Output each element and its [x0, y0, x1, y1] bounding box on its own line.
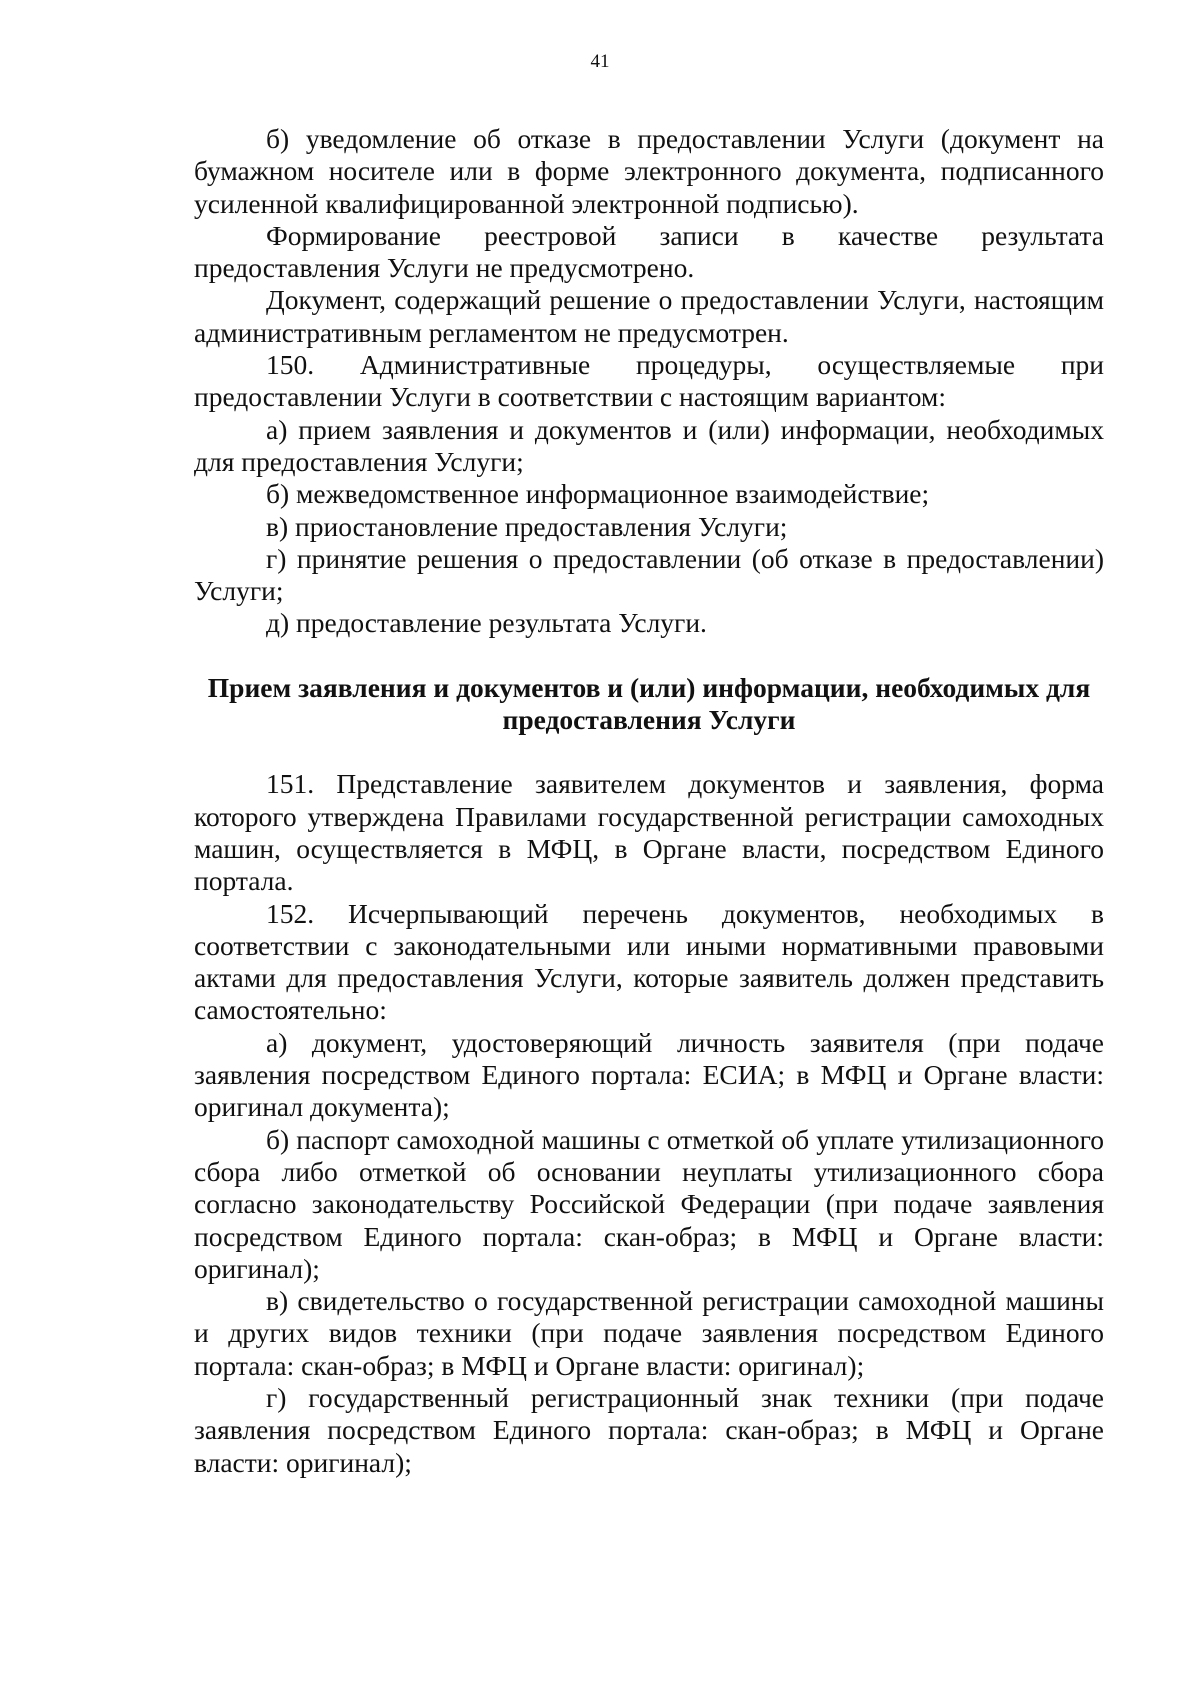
- list-item-150-a: а) прием заявления и документов и (или) информации, необходимых для предоставления Услуги;: [194, 413, 1104, 477]
- list-item-150-v: в) приостановление предоставления Услуги;: [266, 510, 788, 542]
- list-item-150-g: г) принятие решения о предоставлении (об отказе в предоставлении) Услуги;: [194, 542, 1104, 607]
- paragraph-151: 151. Представление заявителем документов и заявления, форма которого утверждена Правилами государственной регистрации самоходных машин, осуществляется в МФЦ, в Органе власти, посредством Единого портала.: [194, 768, 1104, 897]
- paragraph-150: 150. Административные процедуры, осуществляемые при предоставлении Услуги в соответствии с настоящим вариантом:: [194, 349, 1104, 413]
- document-body: [194, 123, 1104, 1479]
- paragraph-result-notice: б) уведомление об отказе в предоставлении Услуги (документ на бумажном носителе или в форме электронного документа, подписанного усиленной квалифицированной электронной подписью).: [194, 123, 1104, 219]
- list-item-150-d: д) предоставление результата Услуги.: [266, 607, 707, 639]
- paragraph-registry-record: Формирование реестровой записи в качестве результата предоставления Услуги не предусмотрено.: [194, 219, 1104, 284]
- paragraph-152: 152. Исчерпывающий перечень документов, необходимых в соответствии с законодательными или иными нормативными правовыми актами для предоставления Услуги, которые заявитель должен представить самостоятельно:: [194, 897, 1104, 1026]
- list-item-152-v: в) свидетельство о государственной регистрации самоходной машины и других видов техники (при подаче заявления посредством Единого портала: скан-образ; в МФЦ и Органе власти: оригинал);: [194, 1285, 1104, 1381]
- list-item-150-b: б) межведомственное информационное взаимодействие;: [266, 478, 930, 510]
- section-heading: Прием заявления и документов и (или) информации, необходимых для предоставления Услуги: [207, 671, 1091, 736]
- list-item-152-a: а) документ, удостоверяющий личность заявителя (при подаче заявления посредством Единого портала: ЕСИА; в МФЦ и Органе власти: оригинал документа);: [194, 1026, 1104, 1123]
- page-number: 41: [590, 51, 610, 72]
- paragraph-decision-document: Документ, содержащий решение о предоставлении Услуги, настоящим административным регламентом не предусмотрен.: [194, 284, 1104, 348]
- list-item-152-b: б) паспорт самоходной машины с отметкой об уплате утилизационного сбора либо отметкой об основании неуплаты утилизационного сбора согласно законодательству Российской Федерации (при подаче заявления посредством Единого портала: скан-образ; в МФЦ и Органе власти: оригинал);: [194, 1123, 1104, 1284]
- list-item-152-g: г) государственный регистрационный знак техники (при подаче заявления посредством Единого портала: скан-образ; в МФЦ и Органе власти: оригинал);: [194, 1381, 1104, 1478]
